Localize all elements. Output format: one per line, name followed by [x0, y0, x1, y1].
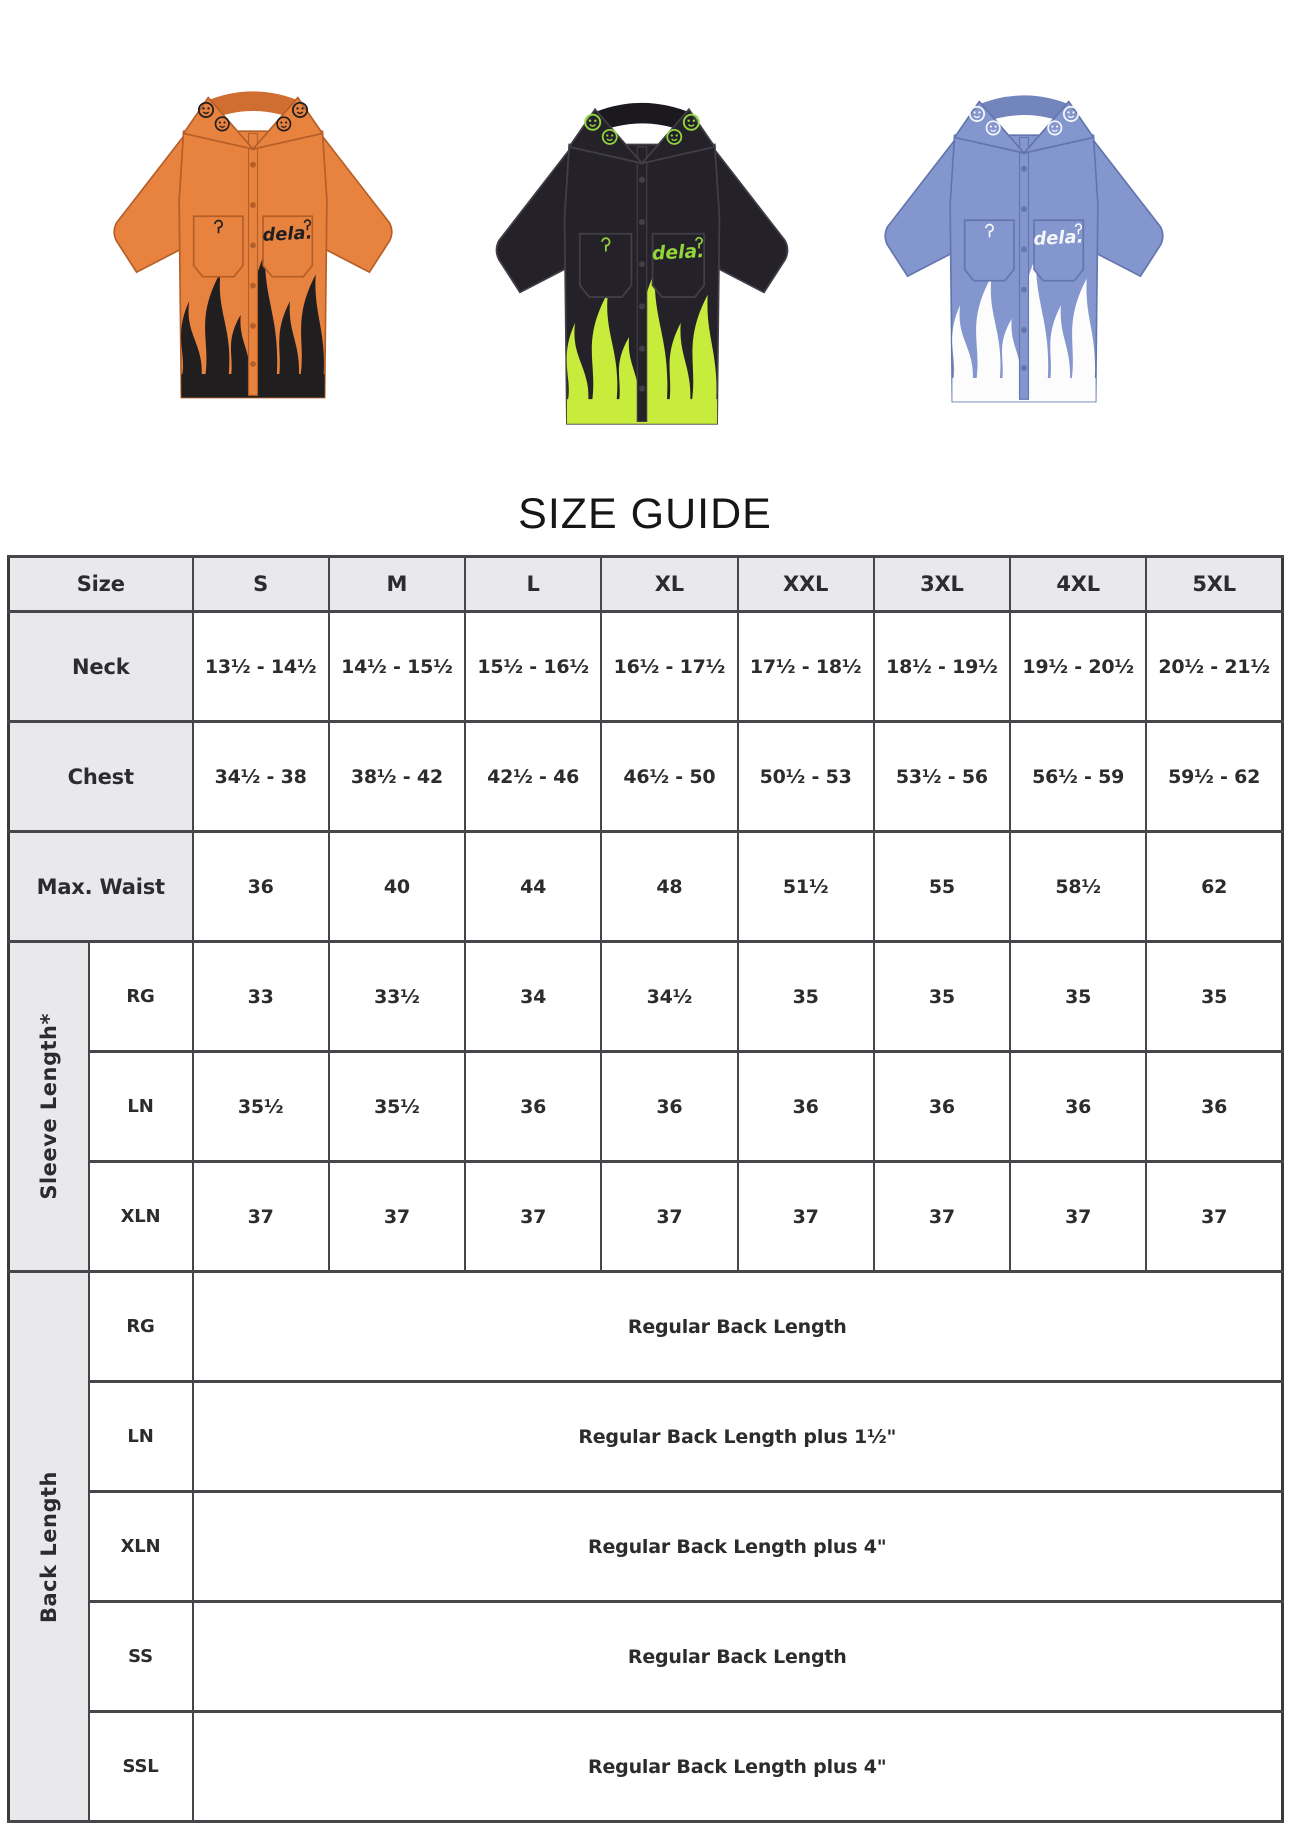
blue-flame-shirt-image — [856, 68, 1192, 415]
neck-value: 19½ - 20½ — [1010, 612, 1146, 722]
sleeve-value: 37 — [1146, 1162, 1282, 1272]
neck-value: 20½ - 21½ — [1146, 612, 1282, 722]
orange-flame-shirt-image — [85, 64, 421, 411]
sleeve-rg-row — [9, 942, 1283, 1052]
size-col-header: XXL — [738, 557, 874, 612]
sleeve-value: 34 — [465, 942, 601, 1052]
back-xln-row — [9, 1492, 1283, 1602]
page-title: SIZE GUIDE — [518, 490, 772, 538]
sleeve-value: 35½ — [193, 1052, 329, 1162]
neck-value: 14½ - 15½ — [329, 612, 465, 722]
sleeve-value: 37 — [874, 1162, 1010, 1272]
row-label: Chest — [9, 722, 193, 832]
size-col-header: 5XL — [1146, 557, 1282, 612]
chest-value: 59½ - 62 — [1146, 722, 1282, 832]
size-col-header: M — [329, 557, 465, 612]
back-ln-row — [9, 1382, 1283, 1492]
chest-value: 46½ - 50 — [601, 722, 737, 832]
table-header-row — [9, 557, 1283, 612]
back-rg-row — [9, 1272, 1283, 1382]
sleeve-value: 35 — [738, 942, 874, 1052]
row-label: Neck — [9, 612, 193, 722]
waist-value: 51½ — [738, 832, 874, 942]
max-waist-row — [9, 832, 1283, 942]
sleeve-value: 36 — [465, 1052, 601, 1162]
corner-header: Size — [9, 557, 193, 612]
sleeve-length-label-text: Sleeve Length* — [36, 1013, 61, 1200]
sleeve-value: 33 — [193, 942, 329, 1052]
sleeve-ln-row — [9, 1052, 1283, 1162]
waist-value: 55 — [874, 832, 1010, 942]
neck-value: 17½ - 18½ — [738, 612, 874, 722]
back-code: LN — [89, 1382, 193, 1492]
chest-value: 38½ - 42 — [329, 722, 465, 832]
chest-value: 53½ - 56 — [874, 722, 1010, 832]
size-col-header: 3XL — [874, 557, 1010, 612]
chest-value: 56½ - 59 — [1010, 722, 1146, 832]
row-label: Max. Waist — [9, 832, 193, 942]
waist-value: 40 — [329, 832, 465, 942]
waist-value: 62 — [1146, 832, 1282, 942]
sleeve-value: 33½ — [329, 942, 465, 1052]
neck-value: 15½ - 16½ — [465, 612, 601, 722]
sleeve-value: 35 — [874, 942, 1010, 1052]
size-col-header: S — [193, 557, 329, 612]
back-length-text: Regular Back Length plus 4" — [193, 1492, 1283, 1602]
neck-row — [9, 612, 1283, 722]
sleeve-value: 37 — [465, 1162, 601, 1272]
sleeve-value: 37 — [738, 1162, 874, 1272]
sleeve-code: LN — [89, 1052, 193, 1162]
back-code: XLN — [89, 1492, 193, 1602]
waist-value: 44 — [465, 832, 601, 942]
black-flame-shirt-image — [466, 74, 818, 438]
neck-value: 16½ - 17½ — [601, 612, 737, 722]
sleeve-value: 36 — [601, 1052, 737, 1162]
neck-value: 13½ - 14½ — [193, 612, 329, 722]
chest-value: 50½ - 53 — [738, 722, 874, 832]
sleeve-value: 36 — [738, 1052, 874, 1162]
sleeve-value: 37 — [329, 1162, 465, 1272]
back-length-label-text: Back Length — [36, 1470, 61, 1623]
sleeve-xln-row — [9, 1162, 1283, 1272]
back-ssl-row — [9, 1712, 1283, 1822]
back-code: RG — [89, 1272, 193, 1382]
sleeve-code: RG — [89, 942, 193, 1052]
chest-value: 42½ - 46 — [465, 722, 601, 832]
sleeve-code: XLN — [89, 1162, 193, 1272]
size-col-header: 4XL — [1010, 557, 1146, 612]
chest-value: 34½ - 38 — [193, 722, 329, 832]
back-length-text: Regular Back Length — [193, 1602, 1283, 1712]
size-col-header: XL — [601, 557, 737, 612]
sleeve-value: 37 — [193, 1162, 329, 1272]
sleeve-value: 36 — [1146, 1052, 1282, 1162]
back-length-text: Regular Back Length — [193, 1272, 1283, 1382]
sleeve-value: 36 — [1010, 1052, 1146, 1162]
sleeve-value: 37 — [1010, 1162, 1146, 1272]
sleeve-value: 37 — [601, 1162, 737, 1272]
sleeve-value: 35 — [1010, 942, 1146, 1052]
back-ss-row — [9, 1602, 1283, 1712]
waist-value: 48 — [601, 832, 737, 942]
product-images-row — [0, 0, 1290, 440]
back-length-text: Regular Back Length plus 1½" — [193, 1382, 1283, 1492]
sleeve-value: 35½ — [329, 1052, 465, 1162]
back-length-text: Regular Back Length plus 4" — [193, 1712, 1283, 1822]
sleeve-length-section-label — [9, 942, 89, 1272]
size-guide-table — [7, 555, 1284, 1823]
sleeve-value: 35 — [1146, 942, 1282, 1052]
neck-value: 18½ - 19½ — [874, 612, 1010, 722]
waist-value: 36 — [193, 832, 329, 942]
chest-row — [9, 722, 1283, 832]
sleeve-value: 34½ — [601, 942, 737, 1052]
back-length-section-label — [9, 1272, 89, 1822]
back-code: SSL — [89, 1712, 193, 1822]
size-col-header: L — [465, 557, 601, 612]
sleeve-value: 36 — [874, 1052, 1010, 1162]
waist-value: 58½ — [1010, 832, 1146, 942]
back-code: SS — [89, 1602, 193, 1712]
